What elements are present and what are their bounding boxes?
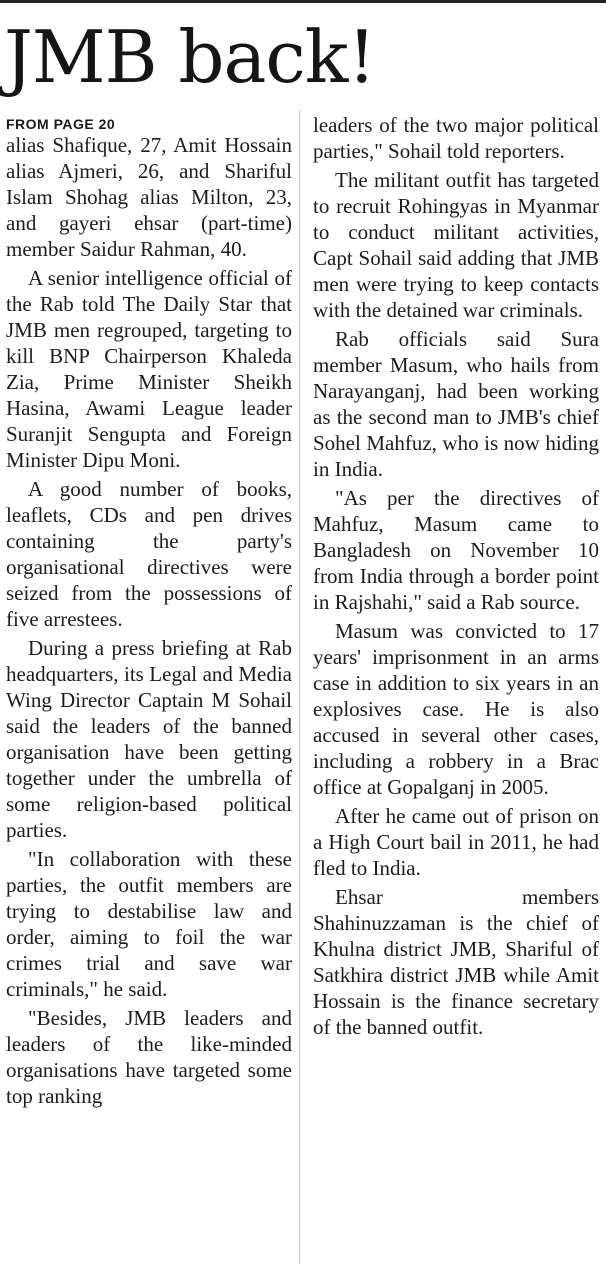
paragraph: A good number of books, leaflets, CDs and pen drives containing the party's organisational directives were seized from the possessions of five arrestees. bbox=[6, 477, 292, 631]
paragraph: After he came out of prison on a High Court bail in 2011, he had fled to India. bbox=[313, 804, 599, 880]
article-column-right bbox=[313, 112, 599, 1043]
article-column-left bbox=[6, 116, 292, 1112]
column-divider bbox=[299, 110, 300, 1264]
paragraph: During a press briefing at Rab headquarters, its Legal and Media Wing Director Captain M Sohail said the leaders of the banned organisation have been getting together under the umbrella of some religion-based political parties. bbox=[6, 636, 292, 842]
paragraph: "In collaboration with these parties, the outfit members are trying to destabilise law and order, aiming to foil the war crimes trial and save war criminals," he said. bbox=[6, 847, 292, 1001]
paragraph: Rab officials said Sura member Masum, who hails from Narayanganj, had been working as the second man to JMB's chief Sohel Mahfuz, who is now hiding in India. bbox=[313, 327, 599, 481]
paragraph: leaders of the two major political parties," Sohail told reporters. bbox=[313, 113, 599, 163]
paragraph: "Besides, JMB leaders and leaders of the like-minded organisations have targeted some top ranking bbox=[6, 1006, 292, 1108]
top-rule bbox=[0, 0, 606, 3]
headline: JMB back! bbox=[4, 15, 376, 99]
paragraph: A senior intelligence official of the Rab told The Daily Star that JMB men regrouped, targeting to kill BNP Chairperson Khaleda Zia, Prime Minister Sheikh Hasina, Awami League leader Suranjit Sengupta and Foreign Minister Dipu Moni. bbox=[6, 266, 292, 472]
paragraph: "As per the directives of Mahfuz, Masum came to Bangladesh on November 10 from India through a border point in Rajshahi," said a Rab source. bbox=[313, 486, 599, 614]
paragraph: Ehsar members Shahinuzzaman is the chief of Khulna district JMB, Shariful of Satkhira district JMB while Amit Hossain is the finance secretary of the banned outfit. bbox=[313, 885, 599, 1039]
paragraph: alias Shafique, 27, Amit Hossain alias Ajmeri, 26, and Shariful Islam Shohag alias Milton, 23, and gayeri ehsar (part-time) member Saidur Rahman, 40. bbox=[6, 133, 292, 261]
kicker: FROM PAGE 20 bbox=[6, 116, 116, 132]
paragraph: The militant outfit has targeted to recruit Rohingyas in Myanmar to conduct militant activities, Capt Sohail said adding that JMB men were trying to keep contacts with the detained war criminals. bbox=[313, 168, 599, 322]
paragraph: Masum was convicted to 17 years' imprisonment in an arms case in addition to six years in an explosives case. He is also accused in several other cases, including a robbery in a Brac office at Gopalganj in 2005. bbox=[313, 619, 599, 799]
